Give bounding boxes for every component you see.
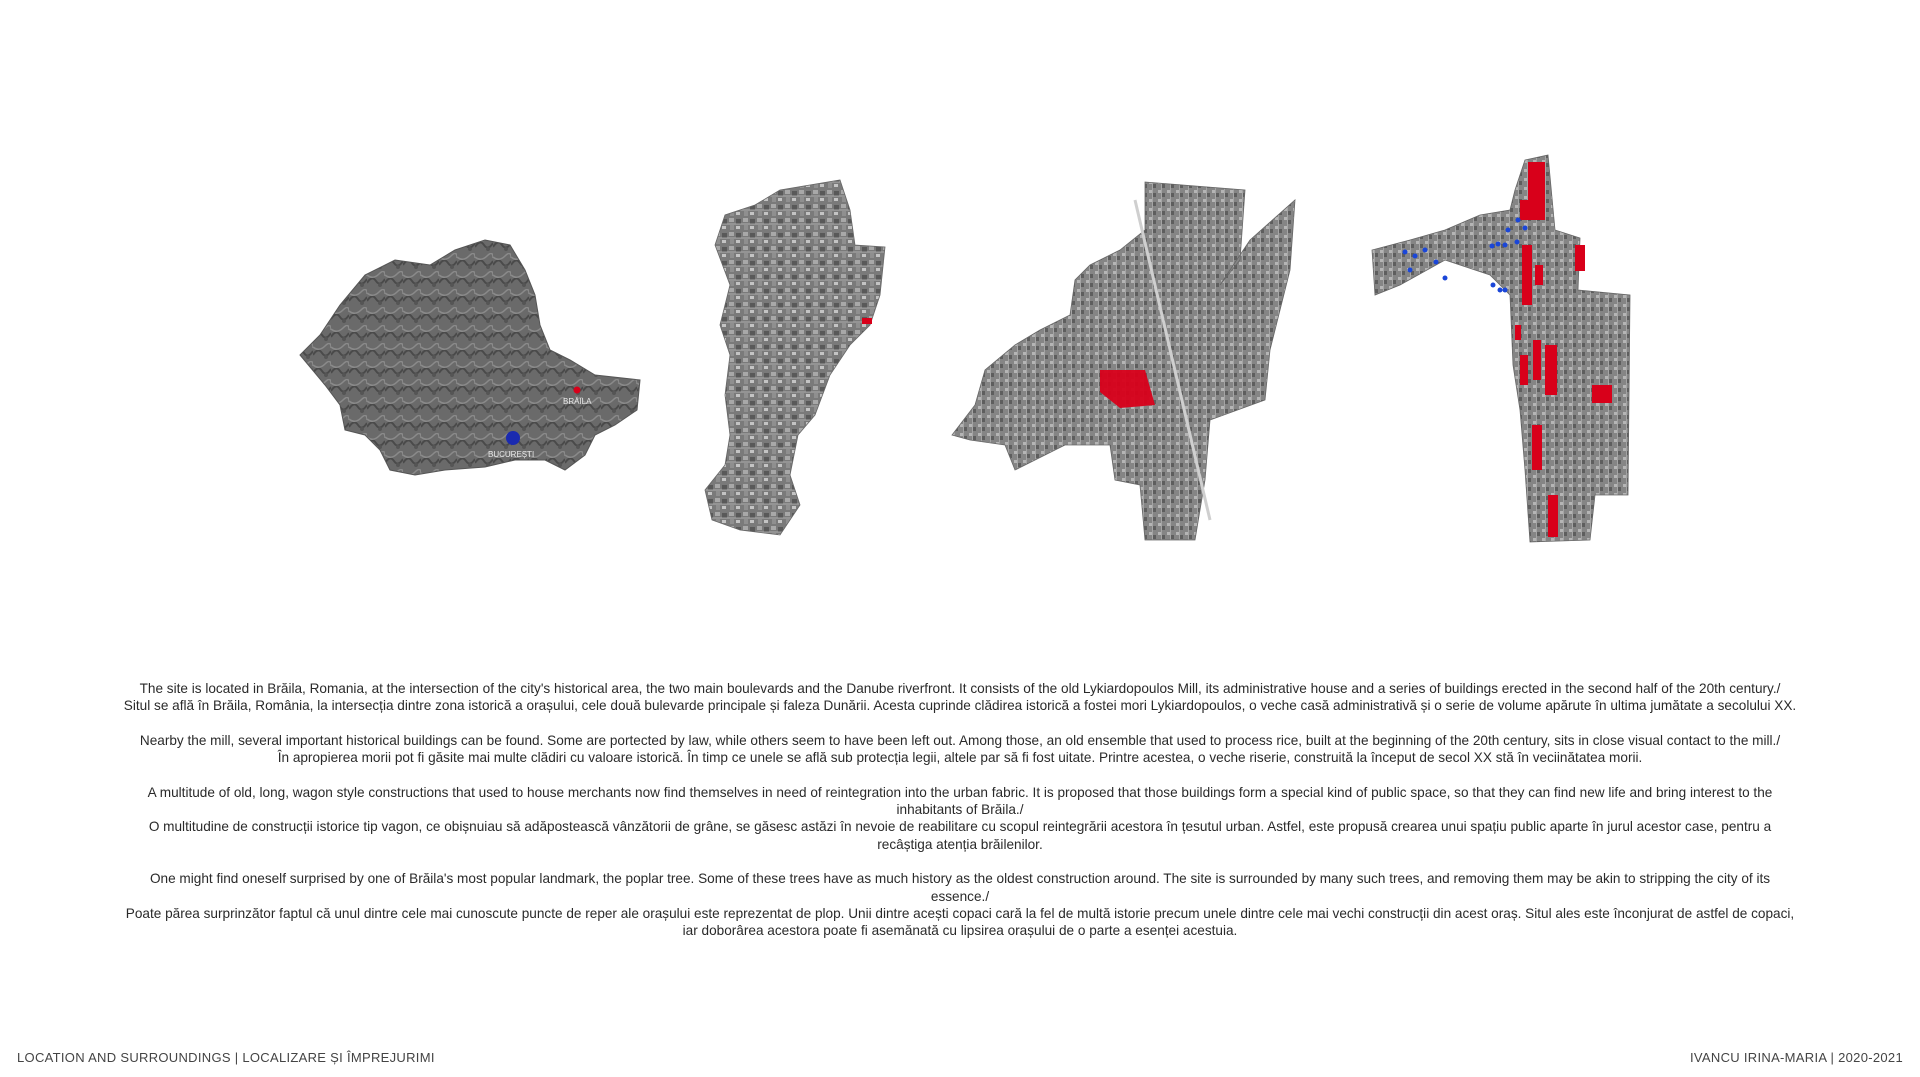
paragraph-ro: În apropierea morii pot fi găsite mai multe clădiri cu valoare istorică. În timp ce unele se află sub protecția legii, altele par să fi fost uitate. Printre acestea, o veche riserie, construită la început de secol XX stă în veciinătatea morii.: [277, 750, 1643, 766]
description-text: [120, 680, 1800, 957]
paragraph-historical-buildings: [120, 732, 1800, 767]
paragraph-en: A multitude of old, long, wagon style constructions that used to house merchants now find themselves in need of reintegration into the urban fabric. It is proposed that those buildings form a special kind of public space, so that they can find new life and bring interest to the inhabitants of Brăila./: [147, 784, 1773, 818]
romania-map: [295, 235, 645, 485]
neighbourhood-map: [950, 180, 1310, 545]
bucuresti-marker: [506, 431, 520, 445]
paragraph-wagon-constructions: [120, 784, 1800, 854]
bucuresti-label: BUCUREȘTI: [488, 450, 535, 459]
paragraph-ro: Situl se află în Brăila, România, la intersecția dintre zona istorică a orașului, cele două bulevarde principale și faleza Dunării. Acesta cuprinde clădirea istorică a fostei mori Lykiardopoulos, o veche casă administrativă și o serie de volume apărute în ultima jumătate a secolului XX.: [123, 698, 1797, 714]
paragraph-en: Nearby the mill, several important historical buildings can be found. Some are portected by law, while others seem to have been left out. Among those, an old ensemble that used to process rice, built at the beginning of the 20th century, sits in close visual contact to the mill./: [139, 732, 1781, 748]
braila-marker: [574, 387, 581, 394]
romania-outline: [300, 240, 640, 475]
city-outline: [705, 180, 885, 535]
neighbourhood-outline: [952, 182, 1295, 540]
footer-author: IVANCU IRINA-MARIA | 2020-2021: [1690, 1050, 1903, 1065]
footer-section-title: LOCATION AND SURROUNDINGS | LOCALIZARE ȘI ÎMPREJURIMI: [17, 1050, 435, 1065]
city-map: [700, 175, 910, 540]
paragraph-en: The site is located in Brăila, Romania, at the intersection of the city's historical area, the two main boulevards and the Danube riverfront. It consists of the old Lykiardopoulos Mill, its administrative house and a series of buildings erected in the second half of the 20th century./: [139, 681, 1781, 696]
paragraph-poplar-trees: [120, 870, 1800, 940]
site-outline: [1372, 155, 1630, 542]
site-highlight: [862, 318, 872, 324]
braila-label: BRĂILA: [563, 397, 592, 406]
paragraph-ro: Poate părea surprinzător faptul că unul dintre cele mai cunoscute puncte de reper ale orașului este reprezentat de plop. Unii dintre acești copaci cară la fel de multă istorie precum unele dintre cele mai vechi construcții din acest oraș. Situl ales este înconjurat de astfel de copaci, iar doborârea acestora poate fi asemănată cu lipsirea orașului de o parte a esenței acestuia.: [125, 906, 1795, 939]
paragraph-ro: O multitudine de construcții istorice tip vagon, ce obișnuiau să adăpostească vânzătorii de grâne, se găsesc astăzi în nevoie de reabilitare cu scopul reintegrării acestora în țesutul urban. Astfel, este propusă crearea unui spațiu public aparte în jurul acestor case, pentru a recâștiga atenția brăilenilor.: [148, 819, 1772, 852]
paragraph-location: [120, 680, 1800, 715]
paragraph-en: One might find oneself surprised by one of Brăila's most popular landmark, the poplar tree. Some of these trees have as much history as the oldest construction around. The site is surrounded by many such trees, and removing them may be akin to stripping the city of its essence./: [149, 871, 1771, 904]
site-map: [1370, 150, 1640, 550]
